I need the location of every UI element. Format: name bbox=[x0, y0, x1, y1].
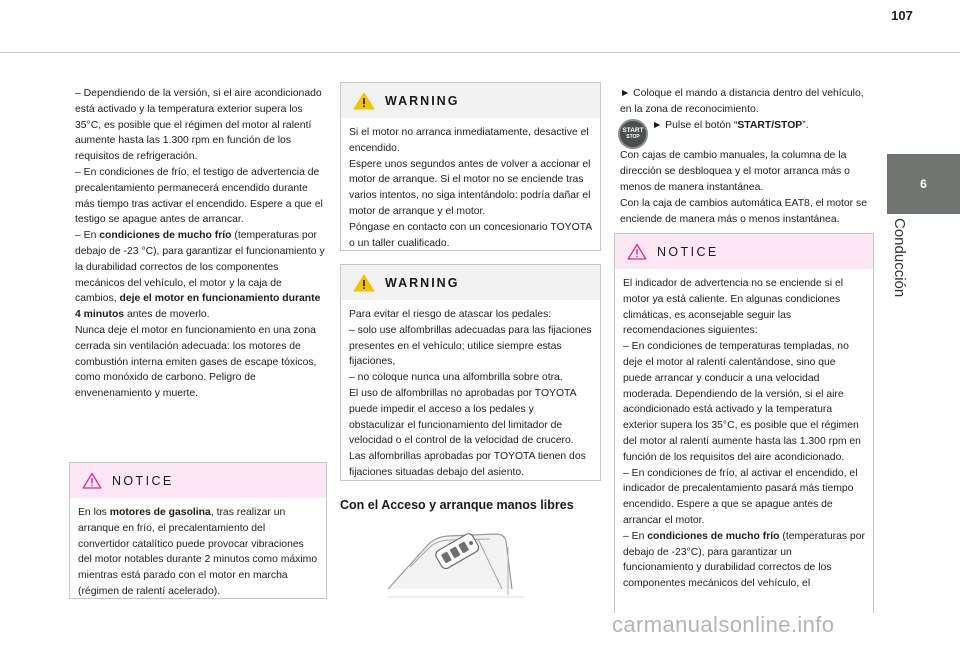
header-divider bbox=[0, 52, 960, 53]
chapter-tab[interactable] bbox=[887, 154, 960, 214]
chapter-title: Conducción bbox=[891, 218, 908, 298]
notice-body: En los motores de gasolina, tras realizar un arranque en frío, el precalentamiento del convertidor catalítico puede provocar vibraciones del motor notables durante 2 minutos como máximo mientras está parado con el motor en marcha (régimen de ralentí acelerado). bbox=[78, 507, 318, 597]
step: ► Pulse el botón “START/STOP”. bbox=[652, 119, 809, 131]
warning-box-1 bbox=[340, 82, 601, 251]
start-stop-button-icon: START STOP bbox=[618, 119, 648, 149]
section-title: Con el Acceso y arranque manos libres bbox=[340, 498, 574, 512]
notice-label: NOTICE bbox=[657, 244, 719, 259]
warning-header bbox=[341, 83, 600, 118]
paragraph: Nunca deje el motor en funcionamiento en una zona cerrada sin ventilación adecuada: los motores de combustión interna emiten gases de escape tóxicos, como monóxido de carbono. Peligro de envenenamiento y muerte. bbox=[75, 324, 317, 400]
watermark: carmanualsonline.info bbox=[612, 612, 835, 637]
notice-label: NOTICE bbox=[112, 473, 174, 488]
notice-triangle-icon bbox=[82, 472, 102, 489]
warning-triangle-icon bbox=[353, 92, 375, 110]
warning-header bbox=[341, 265, 600, 300]
step: ► Coloque el mando a distancia dentro del vehículo, en la zona de reconocimiento. bbox=[620, 88, 864, 115]
chapter-number: 6 bbox=[920, 177, 927, 191]
notice-body: El indicador de advertencia no se enciende si el motor ya está caliente. En algunas condiciones climáticas, es aconsejable seguir las recomendaciones siguientes: – En condiciones de temperaturas templadas, no deje el motor al ralentí calentándose, sino que puede arrancar y conducir a una velocidad moderada. Dependiendo de la versión, si el aire acondicionado está activado y la temperatura exterior supera los 35°C, es posible que el régimen del motor al ralentí aumente hasta las 1.300 rpm en función de los requisitos del aire acondicionado. – En condiciones de frío, al activar el encendido, el indicador de precalentamiento pasará más tiempo encendido. Espere a que se apague antes de arrancar el motor. – En condiciones de mucho frío (temperaturas por debajo de -23°C), para garantizar un funcionamiento y durabilidad correctos de los componentes mecánicos del vehículo, el bbox=[623, 278, 865, 590]
notice-header bbox=[70, 463, 326, 498]
notice-triangle-icon bbox=[627, 243, 647, 260]
column-1-text bbox=[75, 86, 325, 402]
notice-box-1 bbox=[69, 462, 327, 599]
warning-box-2 bbox=[340, 264, 601, 481]
notice-header bbox=[615, 234, 873, 269]
column-3-text bbox=[620, 86, 870, 227]
warning-label: WARNING bbox=[385, 275, 460, 290]
car-smart-key-illustration bbox=[386, 527, 526, 599]
warning-label: WARNING bbox=[385, 93, 460, 108]
warning-body: Para evitar el riesgo de atascar los pedales: – solo use alfombrillas adecuadas para las fijaciones presentes en el vehículo; utilice siempre estas fijaciones, – no coloque nunca una alfombrilla sobre otra. El uso de alfombrillas no aprobadas por TOYOTA puede impedir el acceso a los pedales y obstaculizar el funcionamiento del limitador de velocidad o el control de la velocidad de crucero. Las alfombrillas aprobadas por TOYOTA tienen dos fijaciones situadas debajo del asiento. bbox=[349, 309, 592, 478]
chapter-title-vertical bbox=[890, 218, 912, 318]
warning-triangle-icon bbox=[353, 274, 375, 292]
paragraph: Con cajas de cambio manuales, la columna de la dirección se desbloquea y el motor arranca más o menos de manera instantánea. bbox=[620, 150, 850, 193]
warning-body: Si el motor no arranca inmediatamente, desactive el encendido. Espere unos segundos antes de volver a accionar el motor de arranque. Si el motor no se enciende tras varios intentos, no siga intentándolo: podría dañar el motor de arranque y el motor. Póngase en contacto con un concesionario TOYOTA o un taller cualificado. bbox=[349, 127, 592, 249]
paragraph: – En condiciones de frío, el testigo de advertencia de precalentamiento permanecerá encendido durante más tiempo tras activar el encendido. Espere a que el testigo se apague antes de arrancar. bbox=[75, 166, 323, 226]
paragraph: – Dependiendo de la versión, si el aire acondicionado está activado y la temperatura exterior supera los 35°C, es posible que el régimen del motor al ralentí aumente hasta las 1.300 rpm en función de los requisitos de refrigeración. bbox=[75, 88, 322, 163]
page-number: 107 bbox=[891, 8, 913, 23]
notice-box-2 bbox=[614, 233, 874, 613]
paragraph: Con la caja de cambios automática EAT8, el motor se enciende de manera más o menos instantánea. bbox=[620, 197, 867, 225]
paragraph: – En condiciones de mucho frío (temperaturas por debajo de -23 °C), para garantizar el funcionamiento y la durabilidad correctos de los componentes mecánicos del vehículo, el motor y la caja de cambios, deje el motor en funcionamiento durante 4 minutos antes de moverlo. bbox=[75, 230, 325, 321]
